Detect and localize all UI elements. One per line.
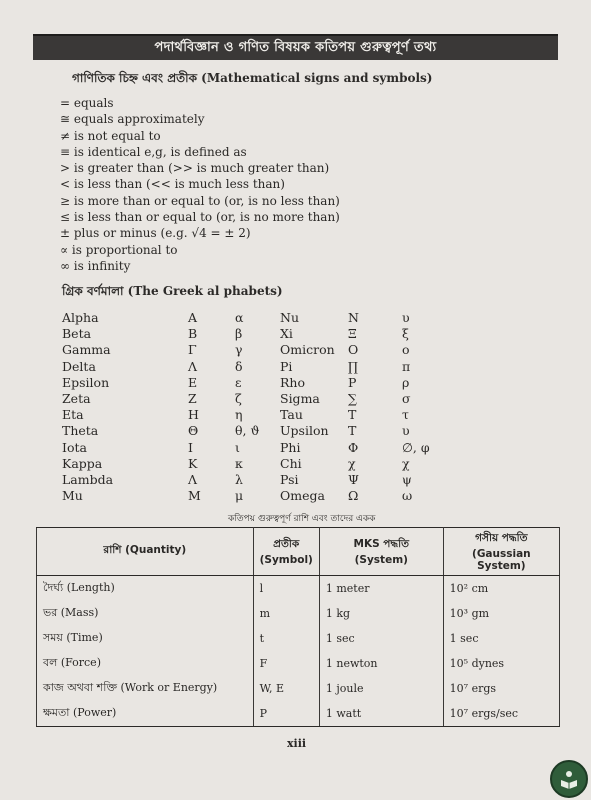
letter-name: Psi [280,471,299,487]
letter-name: Theta [62,423,99,439]
list-item: ≅ equals approximately [60,112,205,127]
uppercase-letter: P [348,374,357,390]
letter-name: Upsilon [280,423,329,439]
column-header-quantity: রাশি (Quantity) [37,528,254,576]
lowercase-letter: o [402,342,410,358]
uppercase-letter: B [188,326,198,342]
gaussian-cell: 10⁷ ergs [443,676,559,701]
uppercase-letter: O [348,342,359,358]
uppercase-letter: Γ [188,342,197,358]
lowercase-letter: υ [402,423,410,439]
lowercase-letter: ζ [235,390,242,406]
letter-name: Eta [62,407,84,423]
list-item: > is greater than (>> is much greater than) [60,161,330,176]
lowercase-letter: θ, ϑ [235,423,260,439]
uppercase-letter: T [348,423,357,439]
letter-name: Epsilon [62,374,110,390]
gaussian-cell: 10³ gm [443,601,559,626]
column-header-symbol [253,528,319,576]
letter-name: Phi [280,439,301,455]
list-item: ≠ is not equal to [60,128,161,143]
units-table-caption: কতিপয় গুরুত্বপূর্ণ রাশি এবং তাদের একক [228,514,376,524]
letter-name: Pi [280,358,293,374]
list-item: ≥ is more than or equal to (or, is no less than) [60,193,340,208]
table-row [37,676,560,701]
table-row [37,651,560,676]
page-number: xiii [287,737,307,750]
lowercase-letter: ξ [402,326,409,342]
lowercase-letter: ι [235,439,240,455]
quantity-cell: কাজ অথবা শক্তি (Work or Energy) [37,676,254,701]
uppercase-letter: Z [188,390,197,406]
book-logo-icon-graphic [558,768,580,790]
greek-alphabet-heading: গ্রিক বর্ণমালা (The Greek al phabets) [62,284,283,298]
letter-name: Rho [280,374,305,390]
gaussian-cell: 10² cm [443,576,559,602]
uppercase-letter: I [188,439,193,455]
letter-name: Omicron [280,342,335,358]
lowercase-letter: σ [402,390,411,406]
uppercase-letter: ∑ [348,390,357,406]
gaussian-cell: 10⁷ ergs/sec [443,701,559,727]
quantity-cell: ভর (Mass) [37,601,254,626]
column-header-mks: MKS পদ্ধতি (System) [319,528,443,576]
lowercase-letter: ψ [402,471,412,487]
book-logo-icon [550,760,588,798]
gaussian-cell: 1 sec [443,626,559,651]
letter-name: Alpha [62,310,99,325]
lowercase-letter: υ [402,310,410,325]
gaussian-header-bottom: (Gaussian System) [472,548,531,572]
lowercase-letter: μ [235,488,244,504]
lowercase-letter: ∅, φ [402,439,430,455]
table-row [37,626,560,651]
uppercase-letter: Ψ [348,471,359,487]
math-symbols-list [60,95,340,274]
lowercase-letter: ω [402,488,413,504]
uppercase-letter: Ω [348,488,359,504]
units-table [36,527,560,727]
uppercase-letter: Λ [188,471,198,487]
uppercase-letter: Θ [188,423,199,439]
lowercase-letter: β [235,326,243,342]
lowercase-letter: π [402,358,411,374]
table-row [37,576,560,602]
quantity-cell: সময় (Time) [37,626,254,651]
letter-name: Beta [62,326,92,342]
lowercase-letter: ε [235,374,242,390]
uppercase-letter: A [188,310,198,325]
table-row [37,601,560,626]
uppercase-letter: H [188,407,199,423]
table-header-row [37,528,560,576]
letter-name: Sigma [280,390,320,406]
table-row [37,701,560,727]
uppercase-letter: ∏ [348,358,358,374]
symbol-cell: l [253,576,319,602]
math-symbols-heading: গাণিতিক চিহ্ন এবং প্রতীক (Mathematical signs and symbols) [72,71,433,85]
uppercase-letter: E [188,374,198,390]
mks-cell: 1 sec [319,626,443,651]
lowercase-letter: τ [402,407,409,423]
quantity-cell: ক্ষমতা (Power) [37,701,254,727]
lowercase-letter: χ [402,455,410,471]
uppercase-letter: T [348,407,357,423]
letter-name: Chi [280,455,302,471]
mks-cell: 1 joule [319,676,443,701]
letter-name: Iota [62,439,87,455]
lowercase-letter: κ [235,455,243,471]
mks-cell: 1 watt [319,701,443,727]
letter-name: Kappa [62,455,103,471]
letter-name: Tau [280,407,303,423]
uppercase-letter: N [348,310,359,325]
symbol-header-top: প্রতীক [273,538,300,550]
list-item: ∝ is proportional to [60,242,178,257]
mks-cell: 1 newton [319,651,443,676]
symbol-cell: m [253,601,319,626]
uppercase-letter: Φ [348,439,359,455]
page-banner: পদার্থবিজ্ঞান ও গণিত বিষয়ক কতিপয় গুরুত্বপূর্ণ তথ্য [33,34,558,60]
list-item: ≤ is less than or equal to (or, is no more than) [60,210,340,225]
symbol-header-bottom: (Symbol) [259,554,313,566]
column-header-gaussian [443,528,559,576]
list-item: ≡ is identical e,g, is defined as [60,144,247,159]
lowercase-letter: α [235,310,244,325]
list-item: ± plus or minus (e.g. √4 = ± 2) [60,226,251,241]
letter-name: Delta [62,358,96,374]
lowercase-letter: ρ [402,374,410,390]
uppercase-letter: K [188,455,198,471]
uppercase-letter: χ [348,455,356,471]
lowercase-letter: η [235,407,243,423]
lowercase-letter: γ [235,342,243,358]
symbol-cell: W, E [253,676,319,701]
gaussian-cell: 10⁵ dynes [443,651,559,676]
letter-name: Xi [280,326,293,342]
mks-cell: 1 meter [319,576,443,602]
uppercase-letter: M [188,488,201,504]
symbol-cell: P [253,701,319,727]
list-item: = equals [60,96,114,110]
letter-name: Zeta [62,390,91,406]
letter-name: Gamma [62,342,111,358]
list-item: ∞ is infinity [60,258,131,273]
mks-cell: 1 kg [319,601,443,626]
quantity-cell: দৈর্ঘ্য (Length) [37,576,254,602]
lowercase-letter: λ [235,471,243,487]
uppercase-letter: Λ [188,358,198,374]
lowercase-letter: δ [235,358,243,374]
list-item: < is less than (<< is much less than) [60,177,285,192]
letter-name: Mu [62,488,83,504]
quantity-cell: বল (Force) [37,651,254,676]
gaussian-header-top: গসীয় পদ্ধতি [475,532,528,544]
symbol-cell: t [253,626,319,651]
letter-name: Omega [280,488,325,504]
symbol-cell: F [253,651,319,676]
letter-name: Nu [280,310,299,325]
letter-name: Lambda [62,471,114,487]
uppercase-letter: Ξ [348,326,357,342]
